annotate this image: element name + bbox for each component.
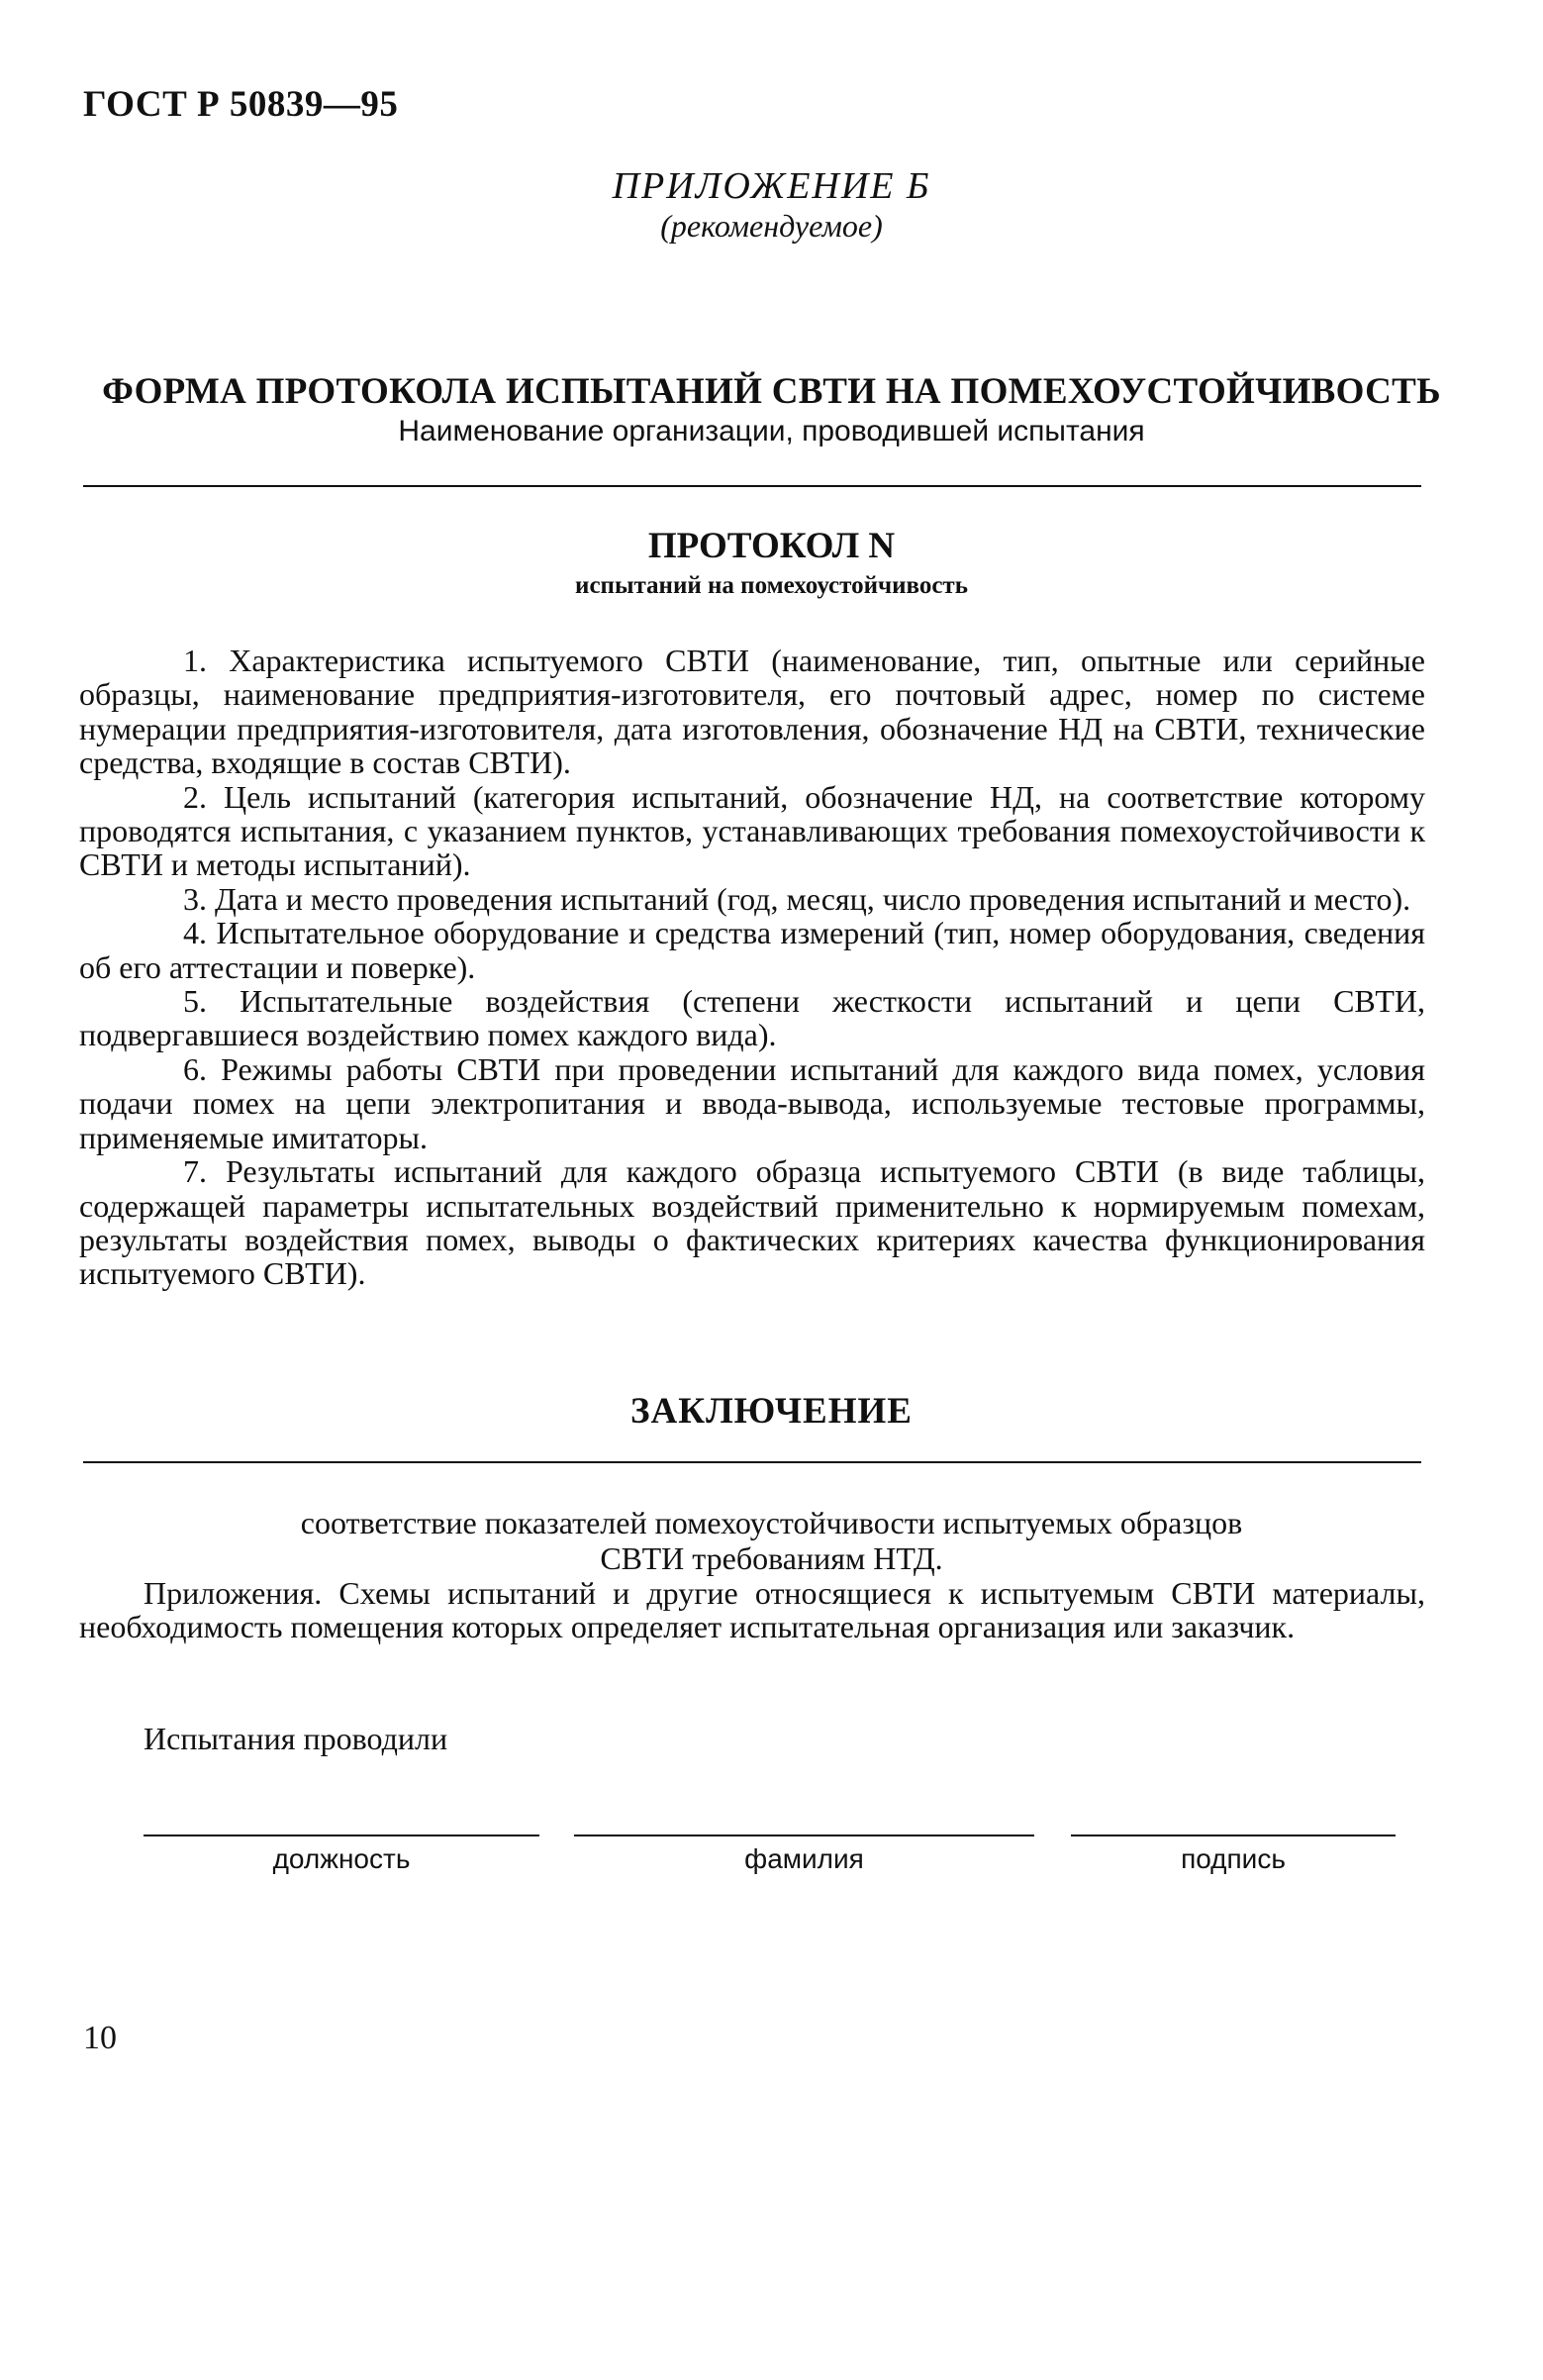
signature-line — [1071, 1835, 1396, 1836]
page-number: 10 — [83, 2020, 117, 2056]
position-label: должность — [272, 1843, 411, 1874]
tested-by-label: Испытания проводили — [144, 1721, 448, 1756]
conclusion-text-line-1: соответствие показателей помехоустойчивости испытуемых образцов — [300, 1505, 1243, 1540]
conclusion-text-line-2: СВТИ требованиям НТД. — [600, 1540, 943, 1576]
organization-caption: Наименование организации, проводившей испытания — [398, 415, 1145, 447]
position-line — [144, 1835, 539, 1836]
conclusion-line — [83, 1461, 1421, 1463]
conclusion-text — [0, 1505, 1543, 1576]
conclusion-title: ЗАКЛЮЧЕНИЕ — [630, 1391, 913, 1432]
standard-code: ГОСТ Р 50839—95 — [83, 84, 399, 125]
protocol-item-7: 7. Результаты испытаний для каждого образца испытуемого СВТИ (в виде таблицы, содержащей параметры испытательных воздействий применительно к нормируемым помехам, результаты воздействия помех, выводы о фактических критериях качества функционирования испытуемого СВТИ). — [79, 1153, 1425, 1292]
protocol-item-3: 3. Дата и место проведения испытаний (год, месяц, число проведения испытаний и место). — [183, 880, 1411, 917]
signature-label: подпись — [1181, 1843, 1286, 1874]
appendix-title: ПРИЛОЖЕНИЕ Б — [612, 165, 931, 207]
organization-line — [83, 485, 1421, 487]
protocol-item-5: 5. Испытательные воздействия (степени жесткости испытаний и цепи СВТИ, подвергавшиеся воздействию помех каждого вида). — [79, 983, 1425, 1053]
surname-line — [574, 1835, 1034, 1836]
appendix-subtitle: (рекомендуемое) — [660, 208, 883, 244]
protocol-item-4: 4. Испытательное оборудование и средства измерений (тип, номер оборудования, сведения об его аттестации и поверке). — [79, 915, 1425, 985]
form-title: ФОРМА ПРОТОКОЛА ИСПЫТАНИЙ СВТИ НА ПОМЕХОУСТОЙЧИВОСТЬ — [102, 371, 1441, 412]
appendices-note: Приложения. Схемы испытаний и другие относящиеся к испытуемым СВТИ материалы, необходимость помещения которых определяет испытательная организация или заказчик. — [79, 1575, 1425, 1645]
protocol-items — [79, 644, 1425, 1291]
surname-label: фамилия — [744, 1843, 864, 1874]
protocol-item-1: 1. Характеристика испытуемого СВТИ (наименование, тип, опытные или серийные образцы, наименование предприятия-изготовителя, его почтовый адрес, номер по системе нумерации предприятия-изготовителя, дата изготовления, обозначение НД на СВТИ, технические средства, входящие в состав СВТИ). — [79, 643, 1425, 781]
protocol-title: ПРОТОКОЛ N — [647, 526, 896, 566]
protocol-subtitle: испытаний на помехоустойчивость — [575, 572, 968, 599]
protocol-item-2: 2. Цель испытаний (категория испытаний, обозначение НД, на соответствие которому проводятся испытания, с указанием пунктов, устанавливающих требования помехоустойчивости к СВТИ и методы испытаний). — [79, 778, 1425, 883]
protocol-item-6: 6. Режимы работы СВТИ при проведении испытаний для каждого вида помех, условия подачи помех на цепи электропитания и ввода-вывода, используемые тестовые программы, применяемые имитаторы. — [79, 1050, 1425, 1155]
